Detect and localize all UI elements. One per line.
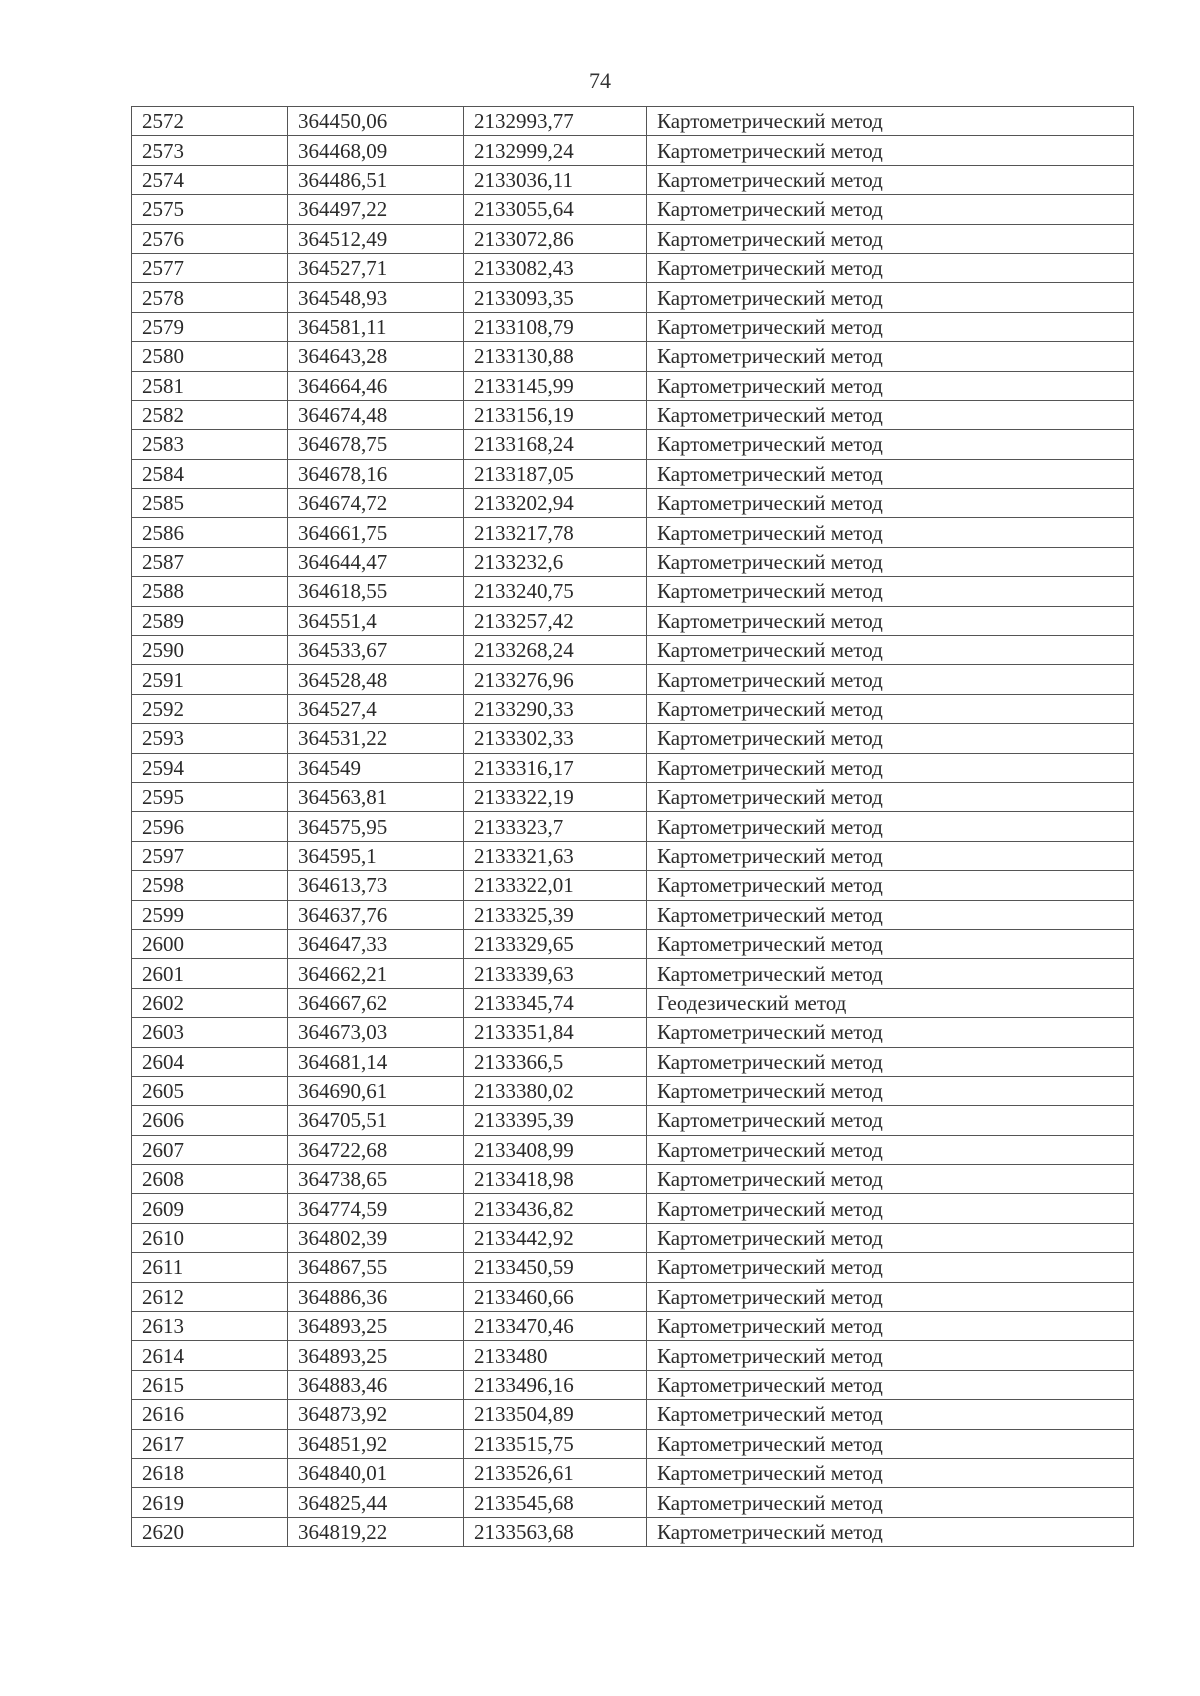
x-coordinate-cell: 364851,92 [288,1429,464,1458]
point-number-cell: 2595 [132,782,288,811]
table-row [132,900,1134,929]
method-cell: Картометрический метод [647,782,1134,811]
table-row [132,665,1134,694]
point-number-cell: 2599 [132,900,288,929]
point-number-cell: 2590 [132,636,288,665]
method-cell: Картометрический метод [647,665,1134,694]
y-coordinate-cell: 2133276,96 [464,665,647,694]
x-coordinate-cell: 364486,51 [288,165,464,194]
table-row [132,1458,1134,1487]
method-cell: Картометрический метод [647,871,1134,900]
point-number-cell: 2619 [132,1488,288,1517]
x-coordinate-cell: 364802,39 [288,1223,464,1252]
x-coordinate-cell: 364527,4 [288,694,464,723]
point-number-cell: 2581 [132,371,288,400]
method-cell: Геодезический метод [647,988,1134,1017]
table-row [132,1253,1134,1282]
y-coordinate-cell: 2133504,89 [464,1400,647,1429]
y-coordinate-cell: 2133232,6 [464,547,647,576]
method-cell: Картометрический метод [647,459,1134,488]
y-coordinate-cell: 2133082,43 [464,253,647,282]
table-row [132,547,1134,576]
point-number-cell: 2613 [132,1312,288,1341]
point-number-cell: 2605 [132,1076,288,1105]
method-cell: Картометрический метод [647,929,1134,958]
x-coordinate-cell: 364549 [288,753,464,782]
x-coordinate-cell: 364531,22 [288,724,464,753]
y-coordinate-cell: 2133460,66 [464,1282,647,1311]
method-cell: Картометрический метод [647,636,1134,665]
point-number-cell: 2616 [132,1400,288,1429]
x-coordinate-cell: 364705,51 [288,1106,464,1135]
method-cell: Картометрический метод [647,224,1134,253]
y-coordinate-cell: 2133339,63 [464,959,647,988]
y-coordinate-cell: 2133345,74 [464,988,647,1017]
table-row [132,1018,1134,1047]
table-row [132,841,1134,870]
table-row [132,694,1134,723]
y-coordinate-cell: 2133268,24 [464,636,647,665]
table-row [132,724,1134,753]
table-row [132,1370,1134,1399]
point-number-cell: 2596 [132,812,288,841]
table-row [132,1165,1134,1194]
x-coordinate-cell: 364819,22 [288,1517,464,1546]
method-cell: Картометрический метод [647,1400,1134,1429]
x-coordinate-cell: 364886,36 [288,1282,464,1311]
method-cell: Картометрический метод [647,1223,1134,1252]
x-coordinate-cell: 364738,65 [288,1165,464,1194]
point-number-cell: 2572 [132,107,288,136]
y-coordinate-cell: 2133168,24 [464,430,647,459]
y-coordinate-cell: 2133325,39 [464,900,647,929]
x-coordinate-cell: 364867,55 [288,1253,464,1282]
method-cell: Картометрический метод [647,1018,1134,1047]
y-coordinate-cell: 2133408,99 [464,1135,647,1164]
table-row [132,1517,1134,1546]
point-number-cell: 2597 [132,841,288,870]
y-coordinate-cell: 2133450,59 [464,1253,647,1282]
y-coordinate-cell: 2133290,33 [464,694,647,723]
method-cell: Картометрический метод [647,1106,1134,1135]
y-coordinate-cell: 2133515,75 [464,1429,647,1458]
point-number-cell: 2611 [132,1253,288,1282]
method-cell: Картометрический метод [647,1194,1134,1223]
point-number-cell: 2578 [132,283,288,312]
y-coordinate-cell: 2133526,61 [464,1458,647,1487]
x-coordinate-cell: 364551,4 [288,606,464,635]
y-coordinate-cell: 2133496,16 [464,1370,647,1399]
method-cell: Картометрический метод [647,812,1134,841]
method-cell: Картометрический метод [647,1458,1134,1487]
point-number-cell: 2600 [132,929,288,958]
table-row [132,636,1134,665]
x-coordinate-cell: 364662,21 [288,959,464,988]
y-coordinate-cell: 2133130,88 [464,342,647,371]
method-cell: Картометрический метод [647,1076,1134,1105]
method-cell: Картометрический метод [647,577,1134,606]
y-coordinate-cell: 2133036,11 [464,165,647,194]
x-coordinate-cell: 364533,67 [288,636,464,665]
table-row [132,283,1134,312]
method-cell: Картометрический метод [647,1488,1134,1517]
point-number-cell: 2583 [132,430,288,459]
point-number-cell: 2584 [132,459,288,488]
x-coordinate-cell: 364674,72 [288,489,464,518]
x-coordinate-cell: 364595,1 [288,841,464,870]
point-number-cell: 2614 [132,1341,288,1370]
method-cell: Картометрический метод [647,107,1134,136]
method-cell: Картометрический метод [647,253,1134,282]
table-row [132,1047,1134,1076]
table-row [132,1488,1134,1517]
coordinates-table-body [132,107,1134,1547]
point-number-cell: 2594 [132,753,288,782]
method-cell: Картометрический метод [647,1165,1134,1194]
point-number-cell: 2587 [132,547,288,576]
y-coordinate-cell: 2133329,65 [464,929,647,958]
y-coordinate-cell: 2133322,01 [464,871,647,900]
y-coordinate-cell: 2133257,42 [464,606,647,635]
point-number-cell: 2580 [132,342,288,371]
point-number-cell: 2618 [132,1458,288,1487]
coordinates-table [131,106,1134,1547]
point-number-cell: 2603 [132,1018,288,1047]
table-row [132,1223,1134,1252]
method-cell: Картометрический метод [647,1517,1134,1546]
table-row [132,342,1134,371]
table-row [132,988,1134,1017]
x-coordinate-cell: 364674,48 [288,400,464,429]
y-coordinate-cell: 2133302,33 [464,724,647,753]
method-cell: Картометрический метод [647,753,1134,782]
method-cell: Картометрический метод [647,1253,1134,1282]
table-row [132,400,1134,429]
table-row [132,312,1134,341]
y-coordinate-cell: 2133351,84 [464,1018,647,1047]
table-row [132,871,1134,900]
method-cell: Картометрический метод [647,283,1134,312]
x-coordinate-cell: 364774,59 [288,1194,464,1223]
method-cell: Картометрический метод [647,371,1134,400]
table-row [132,959,1134,988]
x-coordinate-cell: 364722,68 [288,1135,464,1164]
x-coordinate-cell: 364690,61 [288,1076,464,1105]
y-coordinate-cell: 2133145,99 [464,371,647,400]
table-row [132,459,1134,488]
method-cell: Картометрический метод [647,430,1134,459]
y-coordinate-cell: 2133323,7 [464,812,647,841]
method-cell: Картометрический метод [647,1282,1134,1311]
method-cell: Картометрический метод [647,547,1134,576]
method-cell: Картометрический метод [647,900,1134,929]
point-number-cell: 2615 [132,1370,288,1399]
y-coordinate-cell: 2133321,63 [464,841,647,870]
point-number-cell: 2575 [132,195,288,224]
point-number-cell: 2610 [132,1223,288,1252]
table-row [132,812,1134,841]
y-coordinate-cell: 2132999,24 [464,136,647,165]
method-cell: Картометрический метод [647,1047,1134,1076]
y-coordinate-cell: 2133480 [464,1341,647,1370]
x-coordinate-cell: 364893,25 [288,1341,464,1370]
x-coordinate-cell: 364664,46 [288,371,464,400]
x-coordinate-cell: 364893,25 [288,1312,464,1341]
x-coordinate-cell: 364644,47 [288,547,464,576]
table-row [132,1282,1134,1311]
table-row [132,1194,1134,1223]
method-cell: Картометрический метод [647,195,1134,224]
method-cell: Картометрический метод [647,518,1134,547]
method-cell: Картометрический метод [647,841,1134,870]
table-row [132,1341,1134,1370]
y-coordinate-cell: 2133093,35 [464,283,647,312]
table-row [132,1312,1134,1341]
x-coordinate-cell: 364647,33 [288,929,464,958]
table-row [132,1106,1134,1135]
point-number-cell: 2589 [132,606,288,635]
point-number-cell: 2579 [132,312,288,341]
point-number-cell: 2577 [132,253,288,282]
x-coordinate-cell: 364581,11 [288,312,464,341]
table-row [132,224,1134,253]
table-row [132,1076,1134,1105]
point-number-cell: 2604 [132,1047,288,1076]
y-coordinate-cell: 2133217,78 [464,518,647,547]
x-coordinate-cell: 364527,71 [288,253,464,282]
table-row [132,518,1134,547]
y-coordinate-cell: 2133072,86 [464,224,647,253]
table-row [132,577,1134,606]
method-cell: Картометрический метод [647,959,1134,988]
method-cell: Картометрический метод [647,1429,1134,1458]
method-cell: Картометрический метод [647,1135,1134,1164]
method-cell: Картометрический метод [647,165,1134,194]
method-cell: Картометрический метод [647,400,1134,429]
y-coordinate-cell: 2133442,92 [464,1223,647,1252]
x-coordinate-cell: 364673,03 [288,1018,464,1047]
x-coordinate-cell: 364678,75 [288,430,464,459]
y-coordinate-cell: 2133545,68 [464,1488,647,1517]
table-row [132,195,1134,224]
x-coordinate-cell: 364563,81 [288,782,464,811]
point-number-cell: 2606 [132,1106,288,1135]
y-coordinate-cell: 2133108,79 [464,312,647,341]
table-row [132,253,1134,282]
y-coordinate-cell: 2133322,19 [464,782,647,811]
table-row [132,929,1134,958]
point-number-cell: 2598 [132,871,288,900]
table-row [132,1135,1134,1164]
point-number-cell: 2573 [132,136,288,165]
y-coordinate-cell: 2133202,94 [464,489,647,518]
x-coordinate-cell: 364497,22 [288,195,464,224]
y-coordinate-cell: 2133395,39 [464,1106,647,1135]
x-coordinate-cell: 364883,46 [288,1370,464,1399]
x-coordinate-cell: 364468,09 [288,136,464,165]
x-coordinate-cell: 364528,48 [288,665,464,694]
y-coordinate-cell: 2133563,68 [464,1517,647,1546]
point-number-cell: 2576 [132,224,288,253]
point-number-cell: 2588 [132,577,288,606]
table-row [132,371,1134,400]
point-number-cell: 2620 [132,1517,288,1546]
method-cell: Картометрический метод [647,1341,1134,1370]
x-coordinate-cell: 364840,01 [288,1458,464,1487]
point-number-cell: 2608 [132,1165,288,1194]
x-coordinate-cell: 364637,76 [288,900,464,929]
table-row [132,165,1134,194]
x-coordinate-cell: 364512,49 [288,224,464,253]
method-cell: Картометрический метод [647,312,1134,341]
x-coordinate-cell: 364613,73 [288,871,464,900]
table-row [132,753,1134,782]
point-number-cell: 2602 [132,988,288,1017]
point-number-cell: 2591 [132,665,288,694]
y-coordinate-cell: 2133055,64 [464,195,647,224]
x-coordinate-cell: 364825,44 [288,1488,464,1517]
point-number-cell: 2585 [132,489,288,518]
method-cell: Картометрический метод [647,694,1134,723]
point-number-cell: 2586 [132,518,288,547]
point-number-cell: 2617 [132,1429,288,1458]
x-coordinate-cell: 364661,75 [288,518,464,547]
point-number-cell: 2607 [132,1135,288,1164]
table-row [132,1429,1134,1458]
method-cell: Картометрический метод [647,489,1134,518]
table-row [132,107,1134,136]
method-cell: Картометрический метод [647,342,1134,371]
point-number-cell: 2601 [132,959,288,988]
y-coordinate-cell: 2133187,05 [464,459,647,488]
point-number-cell: 2609 [132,1194,288,1223]
x-coordinate-cell: 364450,06 [288,107,464,136]
y-coordinate-cell: 2133470,46 [464,1312,647,1341]
y-coordinate-cell: 2133156,19 [464,400,647,429]
x-coordinate-cell: 364575,95 [288,812,464,841]
x-coordinate-cell: 364873,92 [288,1400,464,1429]
table-row [132,1400,1134,1429]
y-coordinate-cell: 2133436,82 [464,1194,647,1223]
method-cell: Картометрический метод [647,1370,1134,1399]
x-coordinate-cell: 364643,28 [288,342,464,371]
y-coordinate-cell: 2133418,98 [464,1165,647,1194]
y-coordinate-cell: 2133316,17 [464,753,647,782]
x-coordinate-cell: 364548,93 [288,283,464,312]
table-row [132,136,1134,165]
x-coordinate-cell: 364678,16 [288,459,464,488]
x-coordinate-cell: 364618,55 [288,577,464,606]
x-coordinate-cell: 364681,14 [288,1047,464,1076]
table-row [132,430,1134,459]
method-cell: Картометрический метод [647,136,1134,165]
y-coordinate-cell: 2132993,77 [464,107,647,136]
table-row [132,489,1134,518]
point-number-cell: 2612 [132,1282,288,1311]
table-row [132,782,1134,811]
method-cell: Картометрический метод [647,724,1134,753]
method-cell: Картометрический метод [647,606,1134,635]
page-number: 74 [589,68,611,93]
point-number-cell: 2593 [132,724,288,753]
y-coordinate-cell: 2133240,75 [464,577,647,606]
y-coordinate-cell: 2133366,5 [464,1047,647,1076]
y-coordinate-cell: 2133380,02 [464,1076,647,1105]
x-coordinate-cell: 364667,62 [288,988,464,1017]
table-row [132,606,1134,635]
point-number-cell: 2592 [132,694,288,723]
point-number-cell: 2582 [132,400,288,429]
point-number-cell: 2574 [132,165,288,194]
method-cell: Картометрический метод [647,1312,1134,1341]
